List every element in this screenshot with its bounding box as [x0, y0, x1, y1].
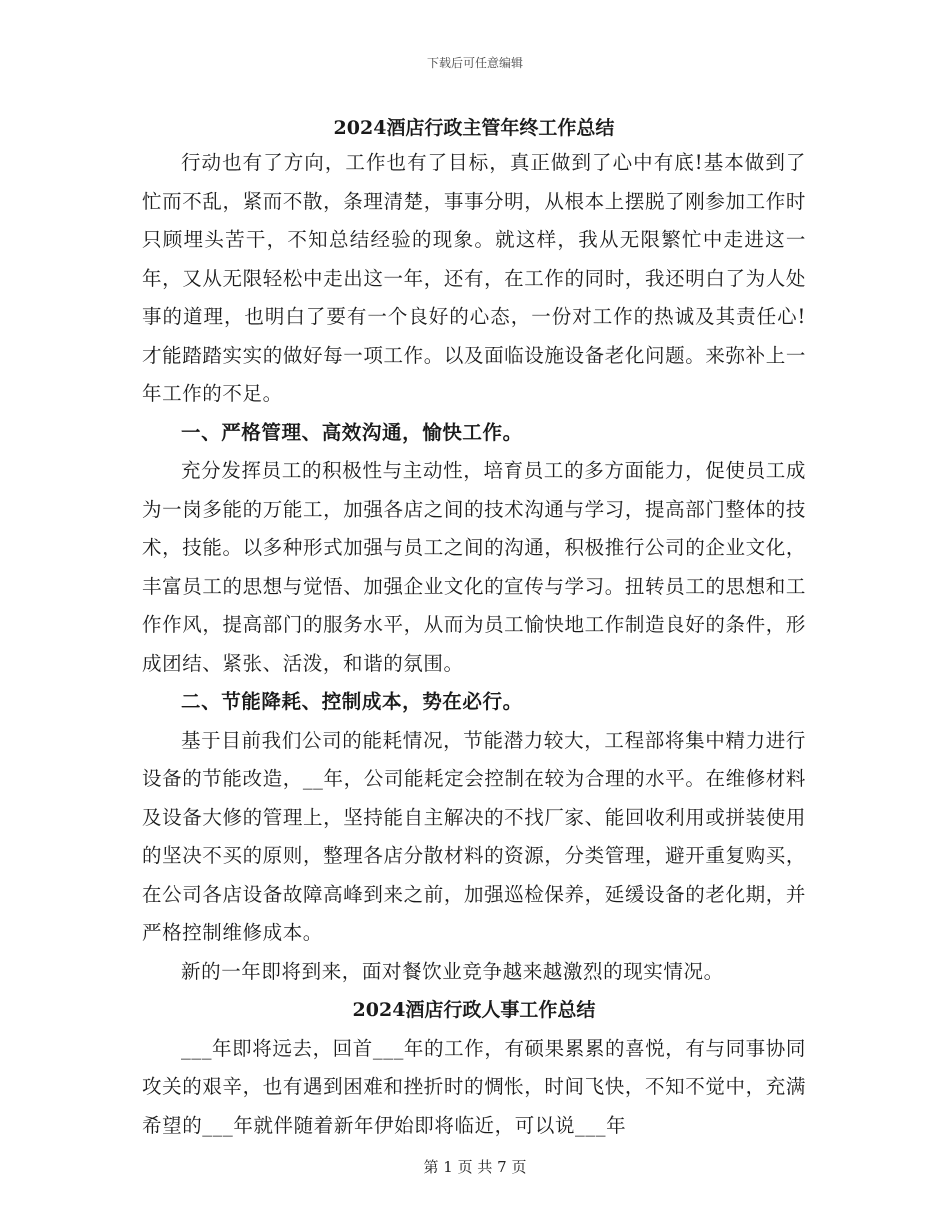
second-document-title: 2024酒店行政人事工作总结	[352, 999, 596, 1021]
section-1-paragraph: 充分发挥员工的积极性与主动性，培育员工的多方面能力，促使员工成为一岗多能的万能工，加强各店之间的技术沟通与学习，提高部门整体的技术，技能。以多种形式加强与员工之间的沟通，积极推行公司的企业文化，丰富员工的思想与觉悟、加强企业文化的宣传与学习。扭转员工的思想和工作作风，提高部门的服务水平，从而为员工愉快地工作制造良好的条件，形成团结、紧张、活泼，和谐的氛围。	[142, 459, 806, 675]
section-2-heading: 二、节能降耗、控制成本，势在必行。	[181, 690, 523, 713]
closing-paragraph: 新的一年即将到来，面对餐饮业竞争越来越激烈的现实情况。	[181, 959, 724, 983]
header-note: 下载后可任意编辑	[426, 56, 523, 70]
page-number: 第 1 页 共 7 页	[423, 1158, 527, 1176]
intro-paragraph: 行动也有了方向，工作也有了目标，真正做到了心中有底!基本做到了忙而不乱，紧而不散，条理清楚，事事分明，从根本上摆脱了刚参加工作时只顾埋头苦干，不知总结经验的现象。就这样，我从无限繁忙中走进这一年，又从无限轻松中走出这一年，还有，在工作的同时，我还明白了为人处事的道理，也明白了要有一个良好的心态，一份对工作的热诚及其责任心!才能踏踏实实的做好每一项工作。以及面临设施设备老化问题。来弥补上一年工作的不足。	[142, 151, 806, 405]
section-1-heading: 一、严格管理、高效沟通，愉快工作。	[181, 420, 523, 444]
section-2-paragraph: 基于目前我们公司的能耗情况，节能潜力较大，工程部将集中精力进行设备的节能改造，__年，公司能耗定会控制在较为合理的水平。在维修材料及设备大修的管理上，坚持能自主解决的不找厂家、能回收利用或拼装使用的坚决不买的原则，整理各店分散材料的资源，分类管理，避开重复购买，在公司各店设备故障高峰到来之前，加强巡检保养，延缓设备的老化期，并严格控制维修成本。	[142, 728, 806, 944]
second-document-paragraph: ___年即将远去，回首___年的工作，有硕果累累的喜悦，有与同事协同攻关的艰辛，也有遇到困难和挫折时的惆怅，时间飞快，不知不觉中，充满希望的___年就伴随着新年伊始即将临近，可以说___年	[142, 1036, 806, 1137]
document-body	[142, 112, 806, 1145]
document-title: 2024酒店行政主管年终工作总结	[333, 117, 615, 139]
